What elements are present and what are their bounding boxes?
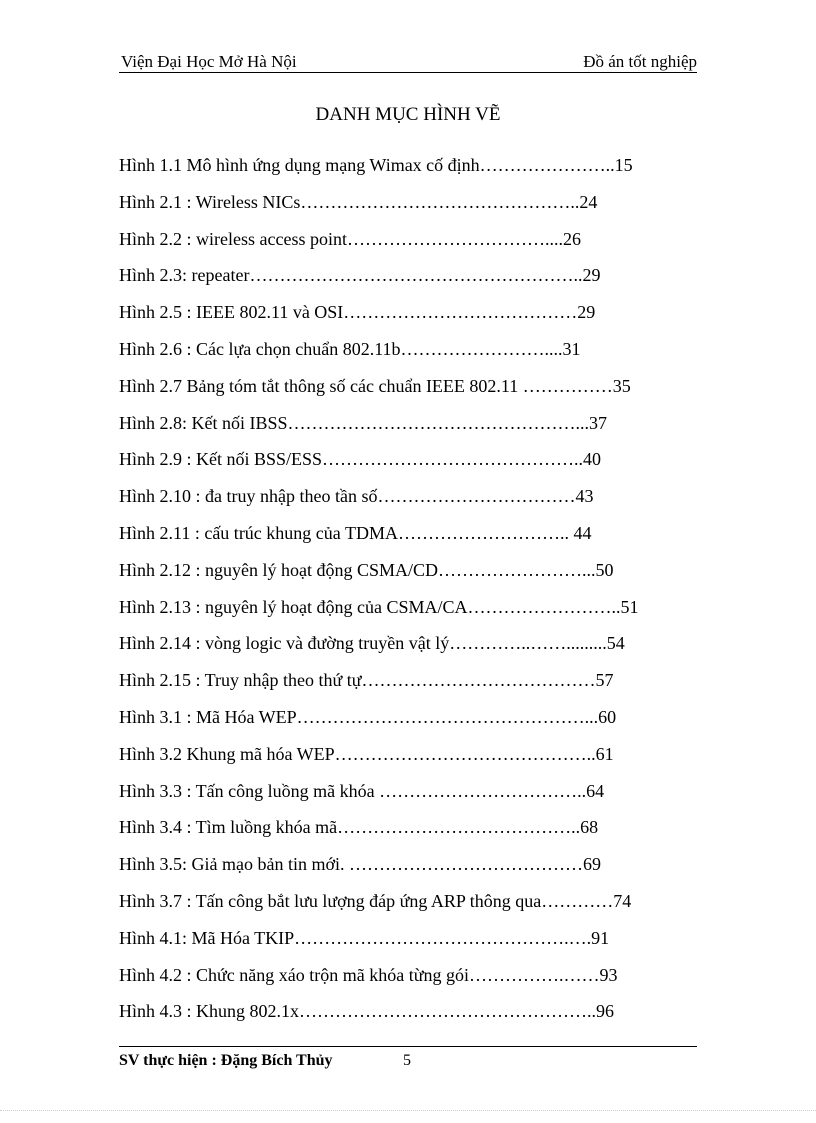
figure-entry: Hình 3.2 Khung mã hóa WEP……………………………………..61	[119, 743, 614, 764]
figure-entry: Hình 3.4 : Tìm luồng khóa mã…………………………………..68	[119, 817, 599, 838]
figure-entry: Hình 3.7 : Tấn công bắt lưu lượng đáp ứng ARP thông qua…………74	[119, 890, 632, 911]
figure-entry: Hình 2.6 : Các lựa chọn chuẩn 802.11b……………………....31	[119, 338, 581, 359]
figure-entry: Hình 4.1: Mã Hóa TKIP……………………………………….….91	[119, 927, 610, 948]
page-title: DANH MỤC HÌNH VẼ	[315, 104, 501, 125]
figure-entry: Hình 2.12 : nguyên lý hoạt động CSMA/CD……………………...50	[119, 559, 614, 580]
figure-entry: Hình 2.8: Kết nối IBSS…………………………………………...37	[119, 412, 608, 433]
figure-entry: Hình 1.1 Mô hình ứng dụng mạng Wimax cố định…………………..15	[119, 155, 633, 175]
figure-entry: Hình 3.5: Giả mạo bản tin mới. …………………………………69	[119, 854, 601, 875]
page-edge-divider	[0, 1110, 816, 1111]
figure-list	[119, 152, 719, 1035]
figure-entry: Hình 2.7 Bảng tóm tắt thông số các chuẩn IEEE 802.11 ……………35	[119, 375, 631, 396]
page-header	[119, 50, 697, 73]
header-document-type: Đồ án tốt nghiệp	[583, 52, 697, 71]
figure-entry: Hình 2.2 : wireless access point……………………………....26	[119, 228, 581, 249]
figure-entry: Hình 2.5 : IEEE 802.11 và OSI…………………………………29	[119, 302, 596, 323]
figure-entry: Hình 2.14 : vòng logic và đường truyền vật lý…………..…….........54	[119, 633, 625, 654]
figure-entry: Hình 4.3 : Khung 802.1x…………………………………………..96	[119, 1001, 614, 1022]
footer-author: SV thực hiện : Đặng Bích Thủy	[119, 1052, 333, 1069]
figure-entry: Hình 2.13 : nguyên lý hoạt động của CSMA/CA……………………..51	[119, 596, 639, 617]
figure-entry: Hình 2.11 : cấu trúc khung của TDMA……………………….. 44	[119, 522, 592, 543]
figure-entry: Hình 2.15 : Truy nhập theo thứ tự…………………………………57	[119, 670, 614, 691]
header-institution: Viện Đại Học Mở Hà Nội	[121, 52, 297, 71]
figure-entry: Hình 2.9 : Kết nối BSS/ESS……………………………………..40	[119, 449, 602, 470]
figure-entry: Hình 2.3: repeater………………………………………………..29	[119, 265, 601, 286]
page-footer	[119, 1052, 411, 1070]
figure-entry: Hình 3.1 : Mã Hóa WEP…………………………………………...60	[119, 706, 617, 727]
page-number: 5	[403, 1052, 411, 1069]
figure-entry: Hình 4.2 : Chức năng xáo trộn mã khóa từng gói…………….……93	[119, 964, 618, 985]
figure-entry: Hình 2.1 : Wireless NICs………………………………………..24	[119, 191, 598, 212]
figure-entry: Hình 3.3 : Tấn công luồng mã khóa ……………………………..64	[119, 780, 605, 801]
footer-divider	[119, 1046, 697, 1047]
figure-entry: Hình 2.10 : đa truy nhập theo tần số……………………………43	[119, 486, 594, 507]
